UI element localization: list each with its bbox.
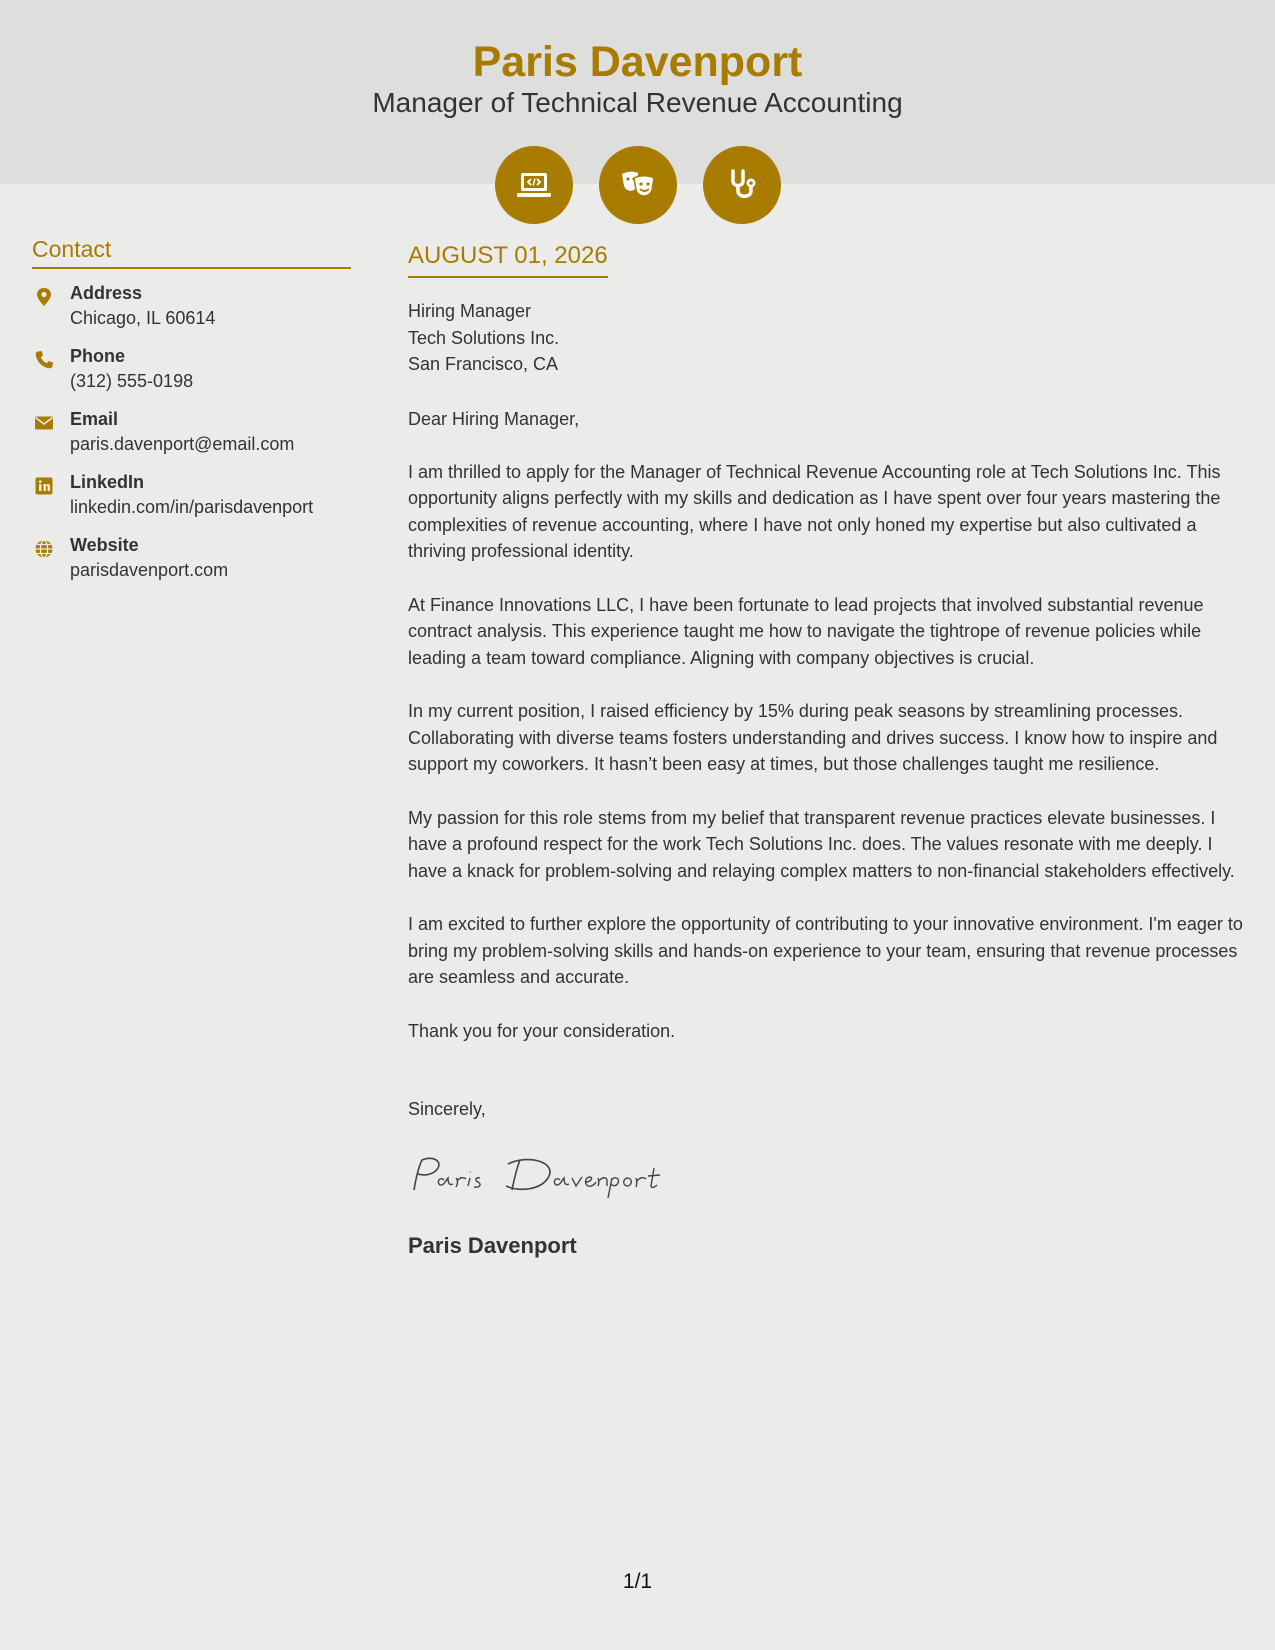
paragraph: In my current position, I raised efficiency by 15% during peak seasons by streamlining processes. Collaborating with diverse teams fosters understanding and drives success. I know how to inspire and support my coworkers. It hasn’t been easy at times, but those challenges taught me resilience.	[408, 701, 1218, 774]
recipient-line: San Francisco, CA	[408, 354, 559, 374]
contact-list	[32, 281, 351, 596]
contact-heading: Contact	[32, 236, 351, 269]
paragraph: At Finance Innovations LLC, I have been fortunate to lead projects that involved substantial revenue contract analysis. This experience taught me how to navigate the tightrope of revenue policies while leading a team toward compliance. Aligning with company objectives is crucial.	[408, 594, 1204, 668]
envelope-icon	[34, 413, 54, 433]
contact-label: LinkedIn	[70, 472, 145, 492]
signer-name: Paris Davenport	[408, 1233, 577, 1258]
recipient-line: Hiring Manager	[408, 301, 532, 321]
contact-label: Email	[70, 409, 119, 429]
contact-value: paris.davenport@email.com	[70, 434, 295, 454]
recipient-block	[408, 298, 1253, 378]
contact-value: parisdavenport.com	[70, 560, 229, 580]
globe-icon	[34, 539, 54, 559]
contact-website	[32, 533, 351, 596]
applicant-name: Paris Davenport	[472, 38, 803, 86]
paragraph: I am excited to further explore the opportunity of contributing to your innovative environment. I'm eager to bring my problem-solving skills and hands-on experience to your team, ensuring that revenue processes are seamless and accurate.	[408, 914, 1243, 987]
contact-label: Website	[70, 535, 139, 555]
paragraph: Thank you for your consideration.	[408, 1020, 676, 1041]
paragraph: My passion for this role stems from my belief that transparent revenue practices elevate businesses. I have a profound respect for the work Tech Solutions Inc. does. The values resonate with me deeply. I have a knack for problem-solving and relaying complex matters to non-financial stakeholders effectively.	[408, 807, 1235, 881]
laptop-code-icon	[495, 146, 573, 224]
salutation: Dear Hiring Manager,	[408, 408, 580, 429]
paragraph: I am thrilled to apply for the Manager of Technical Revenue Accounting role at Tech Solutions Inc. This opportunity aligns perfectly with my skills and dedication as I have spent over four years mastering the complexities of revenue accounting, where I have not only honed my expertise but also cultivated a thriving professional identity.	[408, 461, 1221, 561]
contact-phone	[32, 344, 351, 407]
job-title: Manager of Technical Revenue Accounting	[372, 87, 903, 118]
contact-linkedin	[32, 470, 351, 533]
contact-address	[32, 281, 351, 344]
location-pin-icon	[34, 287, 54, 307]
contact-value: (312) 555-0198	[70, 371, 194, 391]
contact-sidebar	[32, 236, 351, 596]
theater-masks-icon	[599, 146, 677, 224]
closing: Sincerely,	[408, 1099, 486, 1119]
letter-date: AUGUST 01, 2026	[408, 240, 608, 278]
interest-icons	[0, 146, 1275, 224]
phone-icon	[34, 350, 54, 370]
contact-value: Chicago, IL 60614	[70, 308, 216, 328]
contact-label: Address	[70, 283, 143, 303]
linkedin-icon	[34, 476, 54, 496]
contact-label: Phone	[70, 346, 126, 366]
handwritten-signature	[408, 1150, 678, 1200]
contact-value: linkedin.com/in/parisdavenport	[70, 497, 314, 517]
letter-body	[408, 240, 1253, 1259]
contact-email	[32, 407, 351, 470]
page-number: 1/1	[622, 1570, 653, 1593]
stethoscope-icon	[703, 146, 781, 224]
recipient-line: Tech Solutions Inc.	[408, 327, 560, 348]
